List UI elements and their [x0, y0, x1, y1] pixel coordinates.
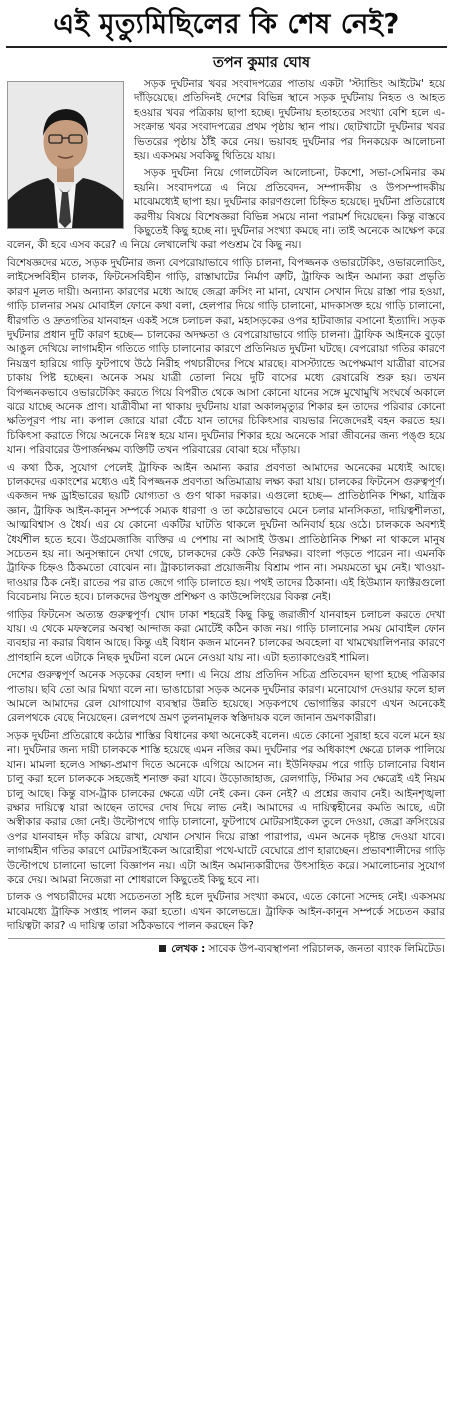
- paragraph: সড়ক দুর্ঘটনা প্রতিরোধে কঠোর শাস্তির বিধানের কথা অনেকেই বলেন। এতে কোনো সুরাহা হবে বলে মনে হয় না। দুর্ঘটনার জন্য দায়ী চালককে শাস্তি হয়েছে এমন নজির কম। দুর্ঘটনার পর অধিকাংশ ক্ষেত্রে চালক পালিয়ে যান। মামলা হলেও সাক্ষ্য-প্রমাণ দিতে অনেকে এগিয়ে আসেন না। ইউনিফরম পরে গাড়ি চালানোর বিধান চালু করা হলে চালককে সহজেই শনাক্ত করা যাবে। উড়োজাহাজ, রেলগাড়ি, স্টিমার সব ক্ষেত্রেই এই নিয়ম চালু আছে। কিন্তু বাস-ট্রাক চালকের ক্ষেত্রে এটা নেই কেন। কেন নেই? এ প্রশ্নের জবাব নেই। আইনশৃঙ্খলা রক্ষার দায়িত্বে যারা আছেন তাদের দোষ দিয়ে লাভ নেই। আমাদের এ দায়িত্বহীনের কমতি আছে, এটা অস্বীকার করার জো নেই। উল্টোপথে গাড়ি চালানো, ফুটপাথে মোটরসাইকেল তুলে দেওয়া, জেব্রা ক্রসিংয়ের ওপর যানবাহন দাঁড় করিয়ে রাখা, যেখান সেখান দিয়ে রাস্তা পারাপার, এমন অনেক দৃষ্টান্ত দেওয়া যাবে। লাগামহীন গতির কারণে মোটরসাইকেল আরোহীরা পথে-ঘাটে বেঘোরে প্রাণ হারাচ্ছেন। প্রভাবশালীদের গাড়ি উল্টোপথে চালানো ভালো বিজ্ঞাপন নয়। এটা আইন অমান্যকারীদের উৎসাহিত করে। সমালোচনার সুযোগ করে দেয়। আমরা নিজেরা না শোধরালে কিছুতেই কিছু হবে না।: [7, 729, 445, 886]
- paragraph: বিশেষজ্ঞদের মতে, সড়ক দুর্ঘটনার জন্য বেপরোয়াভাবে গাড়ি চালনা, বিপজ্জনক ওভারটেকিং, ওভারলোডিং, লাইসেন্সবিহীন চালক, ফিটনেসবিহীন গাড়ি, রাস্তাঘাটের নির্মাণ ত্রুটি, ট্রাফিক আইন অমান্য করা প্রভৃতি কারণ মূলত দায়ী। অন্যান্য কারণের মধ্যে আছে জেব্রা ক্রসিং না মানা, যেখান সেখান দিয়ে রাস্তা পার হওয়া, গাড়ি চালনার সময় মোবাইল ফোনে কথা বলা, হেলপার দিয়ে গাড়ি চালানো, মাদকাসক্ত হয়ে গাড়ি চালানো, ধীরগতি ও দ্রুতগতির যানবাহন একই সঙ্গে চলাচল করা, মহাসড়কের ওপর হাটবাজার বসানো ইত্যাদি। সড়ক দুর্ঘটনার প্রধান দুটি কারণ হচ্ছে— চালকের অদক্ষতা ও বেপরোয়াভাবে গাড়ি চালনা। ট্রাফিক আইনকে বুড়ো আঙুল দেখিয়ে লাগামহীন গতিতে গাড়ি চালানোর কারণে প্রতিনিয়ত দুর্ঘটনা ঘটছে। বেপরোয়া গতির কারণে নিয়ন্ত্রণ হারিয়ে গাড়ি ফুটপাথে উঠে নিরীহ পথচারীদের পিষে মারছে। বাসস্ট্যান্ডে অপেক্ষমাণ যাত্রীরা বাসের চাকায় পিষ্ট হচ্ছেন। অনেক সময় যাত্রী তোলা নিয়ে দুটি বাসের মধ্যে রেষারেষি শুরু হয়। তখন বিপজ্জনকভাবে ওভারটেকিং করতে গিয়ে বিপরীত থেকে আসা কোনো যানের সঙ্গে মুখোমুখি সংঘর্ষে অকালে ঝরে যাচ্ছে অনেক প্রাণ। যাত্রীবীমা না থাকায় দুর্ঘটনায় যারা অকালমৃত্যুর শিকার হন তাদের পরিবার কোনো ক্ষতিপূরণ পায় না। কপাল জোরে যারা বেঁচে যান তাদের চিকিৎসার ব্যয়ভার নিজেদেরই বহন করতে হয়। চিকিৎসা করাতে গিয়ে অনেকে নিঃস্ব হয়ে যান। দুর্ঘটনার শিকার হয়ে অনেকে সারা জীবনের জন্য পঙ্গু হয়ে যান। পরিবারের উপার্জনক্ষম ব্যক্তিটি তখন পরিবারের বোঝা হয়ে দাঁড়ায়।: [7, 256, 445, 457]
- paragraph: দেশের গুরুত্বপূর্ণ অনেক সড়কের বেহাল দশা। এ নিয়ে প্রায় প্রতিদিন সচিত্র প্রতিবেদন ছাপা হচ্ছে পত্রিকার পাতায়। ছবি তো আর মিথ্যা বলে না। ভাঙাচোরা সড়ক অনেক দুর্ঘটনার কারণ। মনোযোগ দেওয়ার ফলে হাল আমলে আমাদের রেল যোগাযোগ ব্যবস্থার উন্নতি হয়েছে। সড়কপথে ভোগান্তির কারণে এখন অনেকেই রেলপথকে বেছে নিয়েছেন। রেলপথে ভ্রমণ তুলনামূলক স্বস্তিদায়ক বলে জানান ভ্রমণকারীরা।: [7, 669, 445, 725]
- paragraph: চালক ও পথচারীদের মধ্যে সচেতনতা সৃষ্টি হলে দুর্ঘটনার সংখ্যা কমবে, এতে কোনো সন্দেহ নেই। একসময় মাঝেমধ্যে ট্রাফিক সপ্তাহ পালন করা হতো। এখন কালেভদ্রে। ট্রাফিক আইন-কানুন সম্পর্কে সচেতন করার দায়িত্বটা কার? এ দায়িত্ব তারা সঠিকভাবে পালন করছেন কি?: [7, 891, 445, 933]
- author-byline: তপন কুমার ঘোষ: [213, 55, 310, 71]
- article-headline: এই মৃত্যুমিছিলের কি শেষ নেই?: [53, 8, 400, 40]
- author-note-text: সাবেক উপ-ব্যবস্থাপনা পরিচালক, জনতা ব্যাংক লিমিটেড।: [208, 942, 445, 955]
- headline-divider: [6, 46, 447, 48]
- author-photo: [7, 81, 124, 229]
- author-note-label: লেখক :: [171, 942, 206, 955]
- article-body: [0, 73, 453, 934]
- bullet-square-icon: [159, 945, 166, 952]
- paragraph: গাড়ির ফিটনেস অত্যন্ত গুরুত্বপূর্ণ। খোদ ঢাকা শহরেই কিছু কিছু জরাজীর্ণ যানবাহন চলাচল করতে দেখা যায়। এ থেকে মফস্বলের অবস্থা আন্দাজ করা মোটেই কঠিন কাজ নয়। গাড়ি চালানোর সময় মোবাইল ফোন ব্যবহার না করার বিধান আছে। কিন্তু এই বিধান কজন মানেন? চালকের অবহেলা বা খামখেয়ালিপনার কারণে প্রাণহানি হলে এটাকে নিছক দুর্ঘটনা বলে মেনে নেওয়া যায় না। এটা হত্যাকাণ্ডেরই শামিল।: [7, 608, 445, 664]
- paragraph: সড়ক দুর্ঘটনা নিয়ে গোলটেবিল আলোচনা, টকশো, সভা-সেমিনার কম হয়নি। সংবাদপত্রে এ নিয়ে প্রতিবেদন, সম্পাদকীয় ও উপসম্পাদকীয় মাঝেমধ্যেই ছাপা হয়। দুর্ঘটনার কারণগুলো চিহ্নিত হয়েছে। দুর্ঘটনা প্রতিরোধে করণীয় বিষয়ে বিশেষজ্ঞরা বিভিন্ন সময়ে নানা পরামর্শ দিয়েছেন। কিন্তু বাস্তবে কিছুতেই কিছু হচ্ছে না। দুর্ঘটনার সংখ্যা কমছে না। তাই অনেকে আক্ষেপ করে বলেন, কী হবে এসব করে? এ নিয়ে লেখালেখি করা পণ্ডশ্রম বৈ কিছু নয়।: [7, 167, 445, 252]
- paragraph: এ কথা ঠিক, সুযোগ পেলেই ট্রাফিক আইন অমান্য করার প্রবণতা আমাদের অনেকের মধ্যেই আছে। চালকদের একাংশের মধ্যেও এই বিপজ্জনক প্রবণতা অতিমাত্রায় লক্ষ্য করা যায়। চালকের ফিটনেস গুরুত্বপূর্ণ। একজন দক্ষ ড্রাইভারের ছয়টি যোগ্যতা ও গুণ থাকা দরকার। এগুলো হচ্ছে— প্রাতিষ্ঠানিক শিক্ষা, যান্ত্রিক জ্ঞান, ট্রাফিক আইন-কানুন সম্পর্কে সম্যক ধারণা ও তা কঠোরভাবে মেনে চলার মানসিকতা, দায়িত্বশীলতা, আত্মবিশ্বাস ও ধৈর্য। এর যে কোনো একটির ঘাটতি থাকলে দুর্ঘটনা অনিবার্য হয়ে ওঠে। চালককে অবশ্যই ধৈর্যশীল হতে হবে। উগ্রমেজাজি ব্যক্তির এ পেশায় না আসাই উত্তম। প্রাতিষ্ঠানিক শিক্ষা না থাকলে মানুষ সচেতন হয় না। অনুসন্ধানে দেখা গেছে, চালকদের কেউ কেউ নিরক্ষর। বাংলা পড়তে পারেন না। এমনকি ট্রাফিক চিহ্নও ঠিকমতো বোঝেন না। ট্রাকচালকরা প্রয়োজনীয় বিশ্রাম পান না। সময়মতো ঘুম নেই। খাওয়া-দাওয়ার ঠিক নেই। রাতের পর রাত জেগে গাড়ি চালাতে হয়। পথই তাদের ঠিকানা। এই হিউম্যান ফ্যাক্টরগুলো বিবেচনায় নিতে হবে। চালকদের উপযুক্ত প্রশিক্ষণ ও কাউন্সেলিংয়ের বিকল্প নেই।: [7, 461, 445, 604]
- author-note: [8, 938, 445, 957]
- paragraph: সড়ক দুর্ঘটনার খবর সংবাদপত্রের পাতায় একটা 'স্ট্যান্ডিং আইটেম' হয়ে দাঁড়িয়েছে। প্রতিদিনই দেশের বিভিন্ন স্থানে সড়ক দুর্ঘটনায় নিহত ও আহত হওয়ার খবর পত্রিকায় ছাপা হচ্ছে। দুর্ঘটনায় হতাহতের সংখ্যা বেশি হলে এ-সংক্রান্ত খবর সংবাদপত্রের প্রথম পৃষ্ঠায় স্থান পায়। ছোটখাটো দুর্ঘটনার খবর ভিতরের পৃষ্ঠায় ঠাঁই করে নেয়। ভয়াবহ দুর্ঘটনার পর দিনকয়েক আলোচনা হয়। একসময় সবকিছু থিতিয়ে যায়।: [134, 78, 445, 163]
